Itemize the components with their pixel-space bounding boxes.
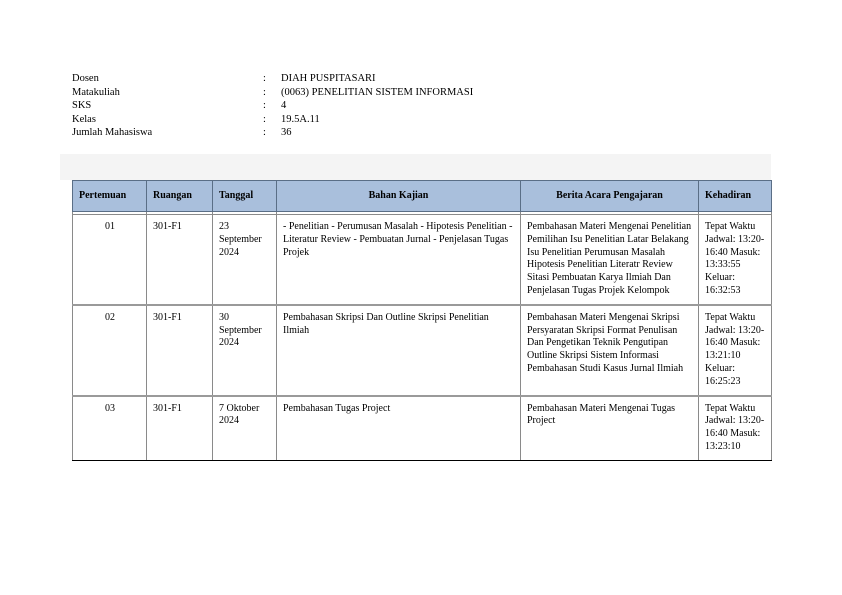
info-row-sks bbox=[72, 99, 473, 113]
table-row bbox=[73, 215, 772, 305]
cell-pertemuan: 03 bbox=[73, 396, 147, 461]
info-value: 4 bbox=[281, 100, 287, 111]
info-label: Matakuliah bbox=[72, 86, 120, 98]
header-pertemuan: Pertemuan bbox=[73, 181, 147, 212]
cell-ruangan: 301-F1 bbox=[147, 215, 213, 305]
cell-berita-acara: Pembahasan Materi Mengenai Tugas Project bbox=[521, 396, 699, 461]
cell-tanggal: 23 September 2024 bbox=[213, 215, 277, 305]
info-value: 19.5A.11 bbox=[281, 113, 320, 125]
cell-pertemuan: 02 bbox=[73, 305, 147, 396]
info-separator: : bbox=[263, 113, 266, 125]
info-value: DIAH PUSPITASARI bbox=[281, 73, 376, 84]
cell-ruangan: 301-F1 bbox=[147, 305, 213, 396]
info-value: (0063) PENELITIAN SISTEM INFORMASI bbox=[281, 86, 474, 98]
cell-bahan-kajian: Pembahasan Skripsi Dan Outline Skripsi Penelitian Ilmiah bbox=[277, 305, 521, 396]
cell-tanggal: 7 Oktober 2024 bbox=[213, 396, 277, 461]
header-kehadiran: Kehadiran bbox=[699, 181, 772, 212]
cell-ruangan: 301-F1 bbox=[147, 396, 213, 461]
info-row-kelas bbox=[72, 113, 473, 127]
cell-tanggal: 30 September 2024 bbox=[213, 305, 277, 396]
info-separator: : bbox=[263, 127, 266, 138]
cell-kehadiran: Tepat Waktu Jadwal: 13:20-16:40 Masuk: 13:21:10 Keluar: 16:25:23 bbox=[699, 305, 772, 396]
cell-berita-acara: Pembahasan Materi Mengenai Penelitian Pemilihan Isu Penelitian Latar Belakang Isu Penelitian Perumusan Masalah Hipotesis Penelitian Literatr Review Sitasi Pembuatan Karya Ilmiah Dan Penjelasan Tugas Projek Kelompok bbox=[521, 215, 699, 305]
info-row-jumlah-mahasiswa bbox=[72, 126, 473, 140]
info-separator: : bbox=[263, 73, 266, 84]
cell-bahan-kajian: Pembahasan Tugas Project bbox=[277, 396, 521, 461]
info-label: Jumlah Mahasiswa bbox=[72, 127, 153, 138]
info-row-dosen bbox=[72, 72, 473, 86]
header-bahan-kajian: Bahan Kajian bbox=[277, 181, 521, 212]
header-band bbox=[60, 154, 771, 180]
cell-kehadiran: Tepat Waktu Jadwal: 13:20-16:40 Masuk: 13:33:55 Keluar: 16:32:53 bbox=[699, 215, 772, 305]
cell-kehadiran: Tepat Waktu Jadwal: 13:20-16:40 Masuk: 13:23:10 bbox=[699, 396, 772, 461]
attendance-table bbox=[72, 180, 772, 461]
header-tanggal: Tanggal bbox=[213, 181, 277, 212]
cell-bahan-kajian: - Penelitian - Perumusan Masalah - Hipotesis Penelitian - Literatur Review - Pembuatan Jurnal - Penjelasan Tugas Projek bbox=[277, 215, 521, 305]
info-separator: : bbox=[263, 100, 266, 111]
header-berita-acara: Berita Acara Pengajaran bbox=[521, 181, 699, 212]
info-label: Dosen bbox=[72, 73, 99, 84]
cell-pertemuan: 01 bbox=[73, 215, 147, 305]
table-row bbox=[73, 305, 772, 396]
cell-berita-acara: Pembahasan Materi Mengenai Skripsi Persyaratan Skripsi Format Penulisan Dan Pengetikan Teknik Pengutipan Outline Skripsi Sistem Informasi Pembahasan Studi Kasus Jurnal Ilmiah bbox=[521, 305, 699, 396]
table-header-row bbox=[73, 181, 772, 212]
info-value: 36 bbox=[281, 127, 292, 138]
header-ruangan: Ruangan bbox=[147, 181, 213, 212]
course-info bbox=[72, 72, 473, 140]
info-label: Kelas bbox=[72, 113, 96, 125]
info-label: SKS bbox=[72, 100, 92, 111]
table-row bbox=[73, 396, 772, 461]
info-row-matakuliah bbox=[72, 86, 473, 100]
info-separator: : bbox=[263, 86, 266, 98]
